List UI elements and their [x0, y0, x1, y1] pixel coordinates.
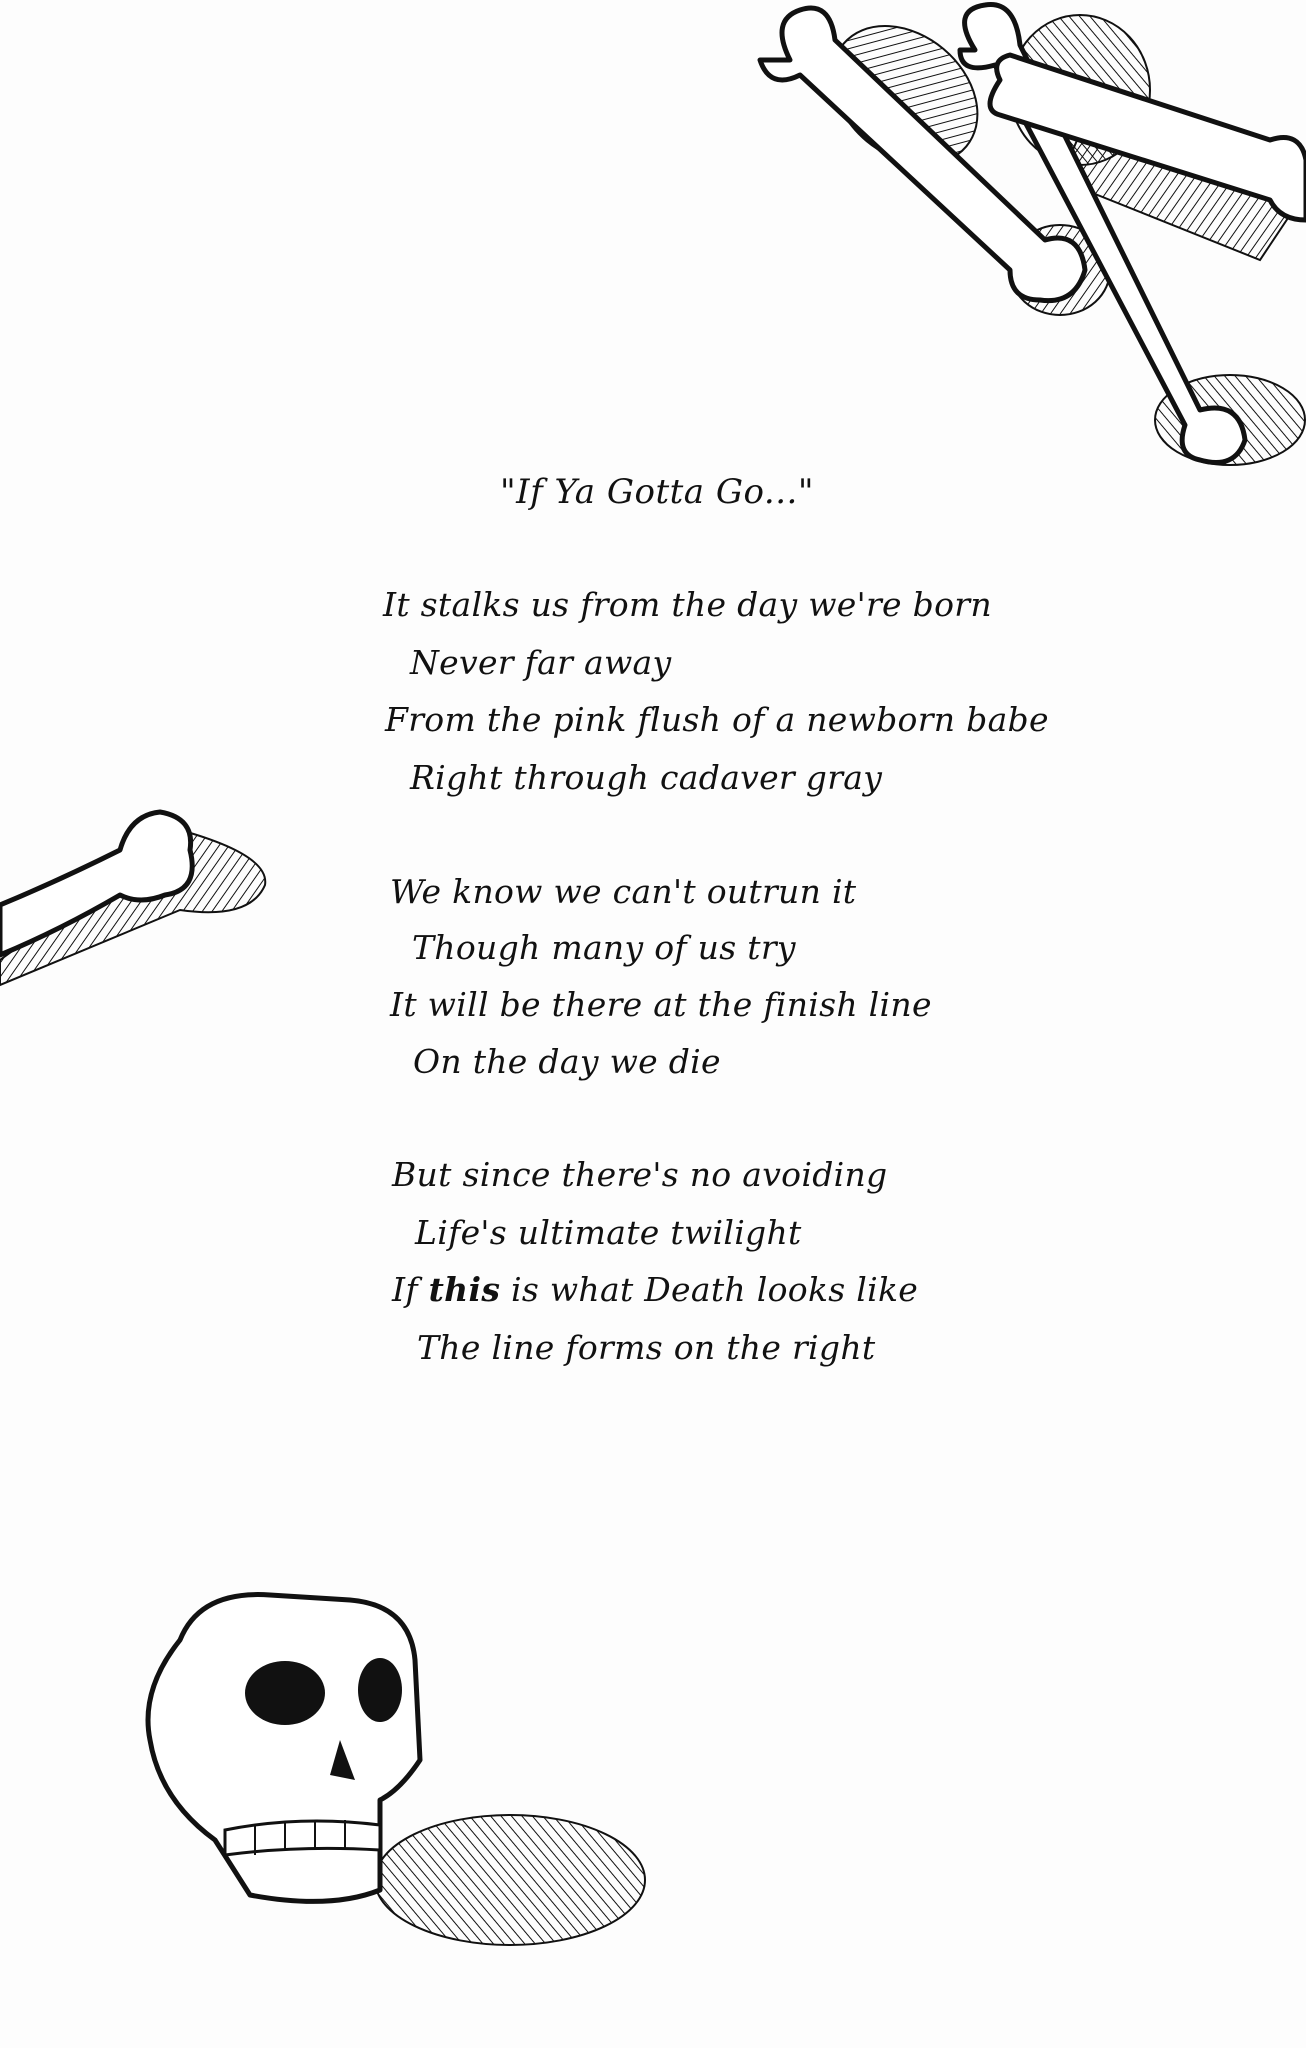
poem-title: "If Ya Gotta Go..." [500, 472, 814, 512]
poem-line: It stalks us from the day we're born [383, 585, 992, 624]
poem-line: It will be there at the finish line [390, 985, 932, 1024]
poem-line: Never far away [410, 643, 672, 682]
poem-line: Right through cadaver gray [410, 758, 883, 797]
poem-line: Life's ultimate twilight [415, 1213, 802, 1252]
poem-line [392, 1270, 918, 1309]
poem-line: We know we can't outrun it [390, 872, 857, 911]
poem-line: But since there's no avoiding [392, 1155, 888, 1194]
emphasis-word: this [428, 1270, 501, 1309]
poem-line: From the pink flush of a newborn babe [385, 700, 1049, 739]
poem-line-text: If [392, 1270, 429, 1309]
poem-line: Though many of us try [412, 928, 796, 967]
poem-line: On the day we die [413, 1042, 721, 1081]
poem-line: The line forms on the right [417, 1328, 876, 1367]
poem-line-text: is what Death looks like [500, 1270, 919, 1309]
